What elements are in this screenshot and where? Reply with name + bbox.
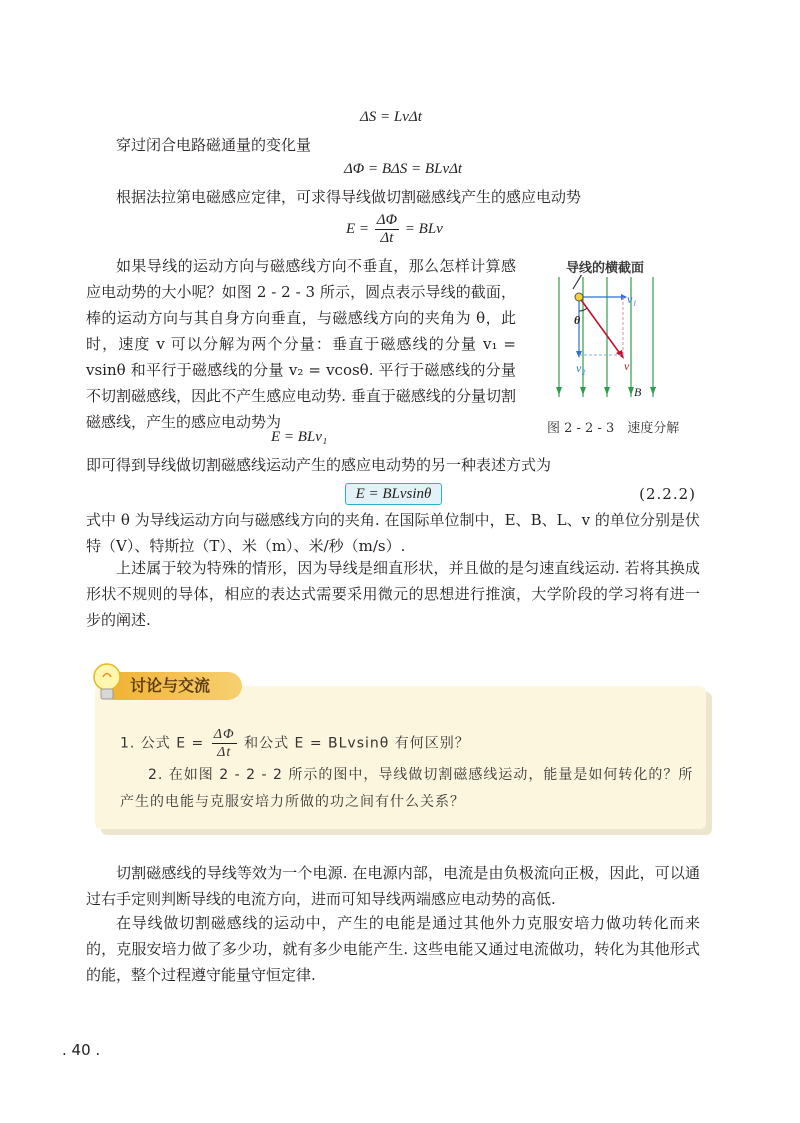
equation-number: (2.2.2) [639,485,696,503]
text-faraday: 根据法拉第电磁感应定律，可求得导线做切割磁感线产生的感应电动势 [116,188,582,206]
field-arrow-2 [580,387,586,395]
eq3-lhs: E = [346,220,370,237]
equation-emf [346,212,443,247]
label-theta: θ [574,313,581,327]
equation-delta-s: ΔS = LvΔt [360,109,422,125]
page-number: . 40 . [62,1041,101,1059]
field-arrow-5 [650,387,656,395]
velocity-decomposition-figure [553,275,663,405]
discussion-title: 讨论与交流 [130,676,211,695]
wire-cross-section [575,293,583,301]
discussion-question-2: 2. 在如图 2 - 2 - 2 所示的图中，导线做切割磁感线运动，能量是如何转化的？所产生的电能与克服安培力所做的功之间有什么关系？ [120,767,694,810]
q1-suffix: 和公式 E = BLvsinθ 有何区别？ [244,735,470,752]
q1-num: ΔΦ [213,727,235,742]
figure-caption: 图 2 - 2 - 3 速度分解 [547,421,680,436]
text-energy: 在导线做切割磁感线的运动中，产生的电能是通过其他外力克服安培力做功转化而来的，克服安培力做了多少功，就有多少电能产生. 这些电能又通过电流做功，转化为其他形式的能，整个过程遵守能量守恒定律. [86,914,700,984]
v-resultant-arrow [579,297,621,355]
eq3-den: Δt [380,230,394,246]
boxed-equation: E = BLvsinθ [345,483,442,505]
q1-den: Δt [217,745,232,760]
discussion-question-1 [120,726,696,761]
equation-emf-v1: E = BLv₁ [271,429,328,445]
field-arrow-1 [556,387,562,395]
text-units: 式中 θ 为导线运动方向与磁感线方向的夹角. 在国际单位制中，E、B、L、v 的单位分别是伏特（V）、特斯拉（T）、米（m）、米/秒（m/s）. [86,511,700,555]
text-special-case: 上述属于较为特殊的情形，因为导线是细直形状，并且做的是匀速直线运动. 若将其换成形状不规则的导体，相应的表达式需要采用微元的思想进行推演，大学阶段的学习将有进一步的阐述. [86,559,700,629]
text-flux-change: 穿过闭合电路磁通量的变化量 [116,136,312,154]
label-v1: v₁ [627,292,637,306]
label-B: B [634,385,642,399]
lightbulb-icon [92,662,122,704]
field-lines [559,277,653,397]
text-source: 切割磁感线的导线等效为一个电源. 在电源内部，电流是由负极流向正极，因此，可以通过右手定则判断导线的电流方向，进而可知导线两端感应电动势的高低. [86,864,700,908]
label-v2: v₂ [576,361,586,375]
text-oblique-motion: 如果导线的运动方向与磁感线方向不垂直，那么怎样计算感应电动势的大小呢？如图 2 - 2 - 3 所示，圆点表示导线的截面，棒的运动方向与其自身方向垂直，与磁感线方向的夹角为 θ，此时，速度 v 可以分解为两个分量：垂直于磁感线的分量 v₁ = vsinθ 和平行于磁感线的分量 v₂ = vcosθ. 平行于磁感线的分量不切割磁感线，因此不产生感应电动势. 垂直于磁感线的分量切割磁感线，产生的感应电动势为 [86,257,516,431]
equation-delta-phi: ΔΦ = BΔS = BLvΔt [344,161,463,177]
eq3-num: ΔΦ [376,212,398,228]
label-v: v [624,359,630,373]
eq3-rhs: = BLv [404,220,443,237]
field-arrow-3 [604,387,610,395]
q1-fraction [212,726,237,761]
eq3-fraction [375,212,399,247]
figure-title: 导线的横截面 [566,261,645,276]
text-another-form: 即可得到导线做切割磁感线运动产生的感应电动势的另一种表述方式为 [86,456,552,474]
q1-prefix: 1. 公式 E = [120,735,205,752]
